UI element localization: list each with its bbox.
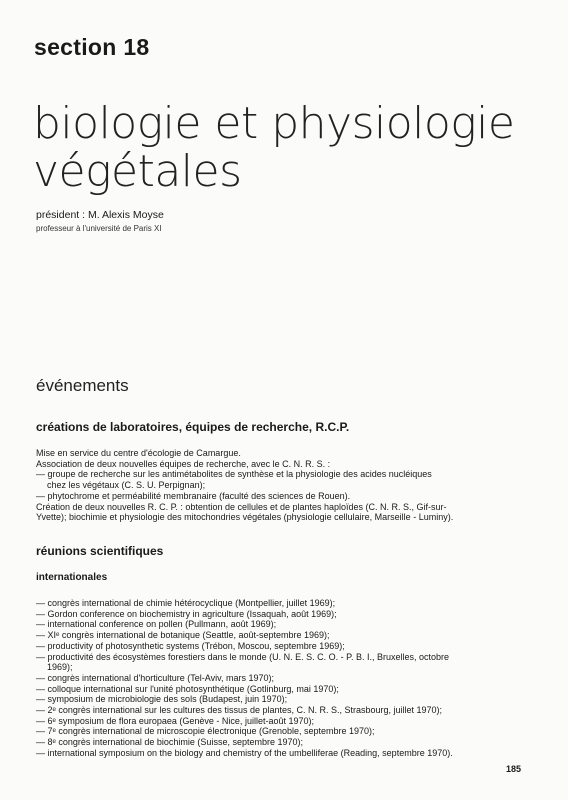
- list-item: — symposium de microbiologie des sols (Budapest, juin 1970);: [36, 694, 288, 705]
- meetings-list: [36, 598, 532, 759]
- labs-text-block: [36, 448, 532, 523]
- list-item: — 8ᵉ congrès international de biochimie (Suisse, septembre 1970);: [36, 737, 303, 748]
- list-item: — Gordon conference on biochemistry in agriculture (Issaquah, août 1969);: [36, 608, 337, 619]
- text-line: chez les végétaux (C. S. U. Perpignan);: [47, 480, 206, 491]
- text-line: Association de deux nouvelles équipes de recherche, avec le C. N. R. S. :: [36, 458, 331, 469]
- president-affiliation: professeur à l'université de Paris XI: [36, 224, 162, 233]
- list-item: — colloque international sur l'unité photosynthétique (Gotlinburg, mai 1970);: [36, 683, 339, 694]
- meetings-heading: réunions scientifiques: [36, 544, 164, 558]
- text-line: — groupe de recherche sur les antimétabolites de synthèse et la physiologie des acides nucléiques: [36, 469, 432, 480]
- text-line: Yvette); biochimie et physiologie des mitochondries végétales (physiologie cellulaire, Marseille - Luminy).: [36, 512, 454, 523]
- list-item: — XIᵉ congrès international de botanique (Seattle, août-septembre 1969);: [36, 630, 330, 641]
- list-item: — productivity of photosynthetic systems (Trébon, Moscou, septembre 1969);: [36, 640, 345, 651]
- list-item: — congrès international d'horticulture (Tel-Aviv, mars 1970);: [36, 672, 274, 683]
- president-line: président : M. Alexis Moyse: [36, 209, 164, 221]
- page-title-line-1: biologie et physiologie: [33, 98, 515, 149]
- international-heading: internationales: [36, 572, 108, 583]
- text-line: Mise en service du centre d'écologie de Camargue.: [36, 448, 241, 458]
- list-item: — international symposium on the biology and chemistry of the umbelliferae (Reading, septembre 1970).: [36, 747, 453, 758]
- list-item: — 7ᵉ congrès international de microscopie électronique (Grenoble, septembre 1970);: [36, 726, 375, 737]
- list-item: — productivité des écosystèmes forestiers dans le monde (U. N. E. S. C. O. - P. B. I., Bruxelles, octobre: [36, 651, 449, 662]
- page-title-line-2: végétales: [33, 146, 242, 197]
- list-item: — 2ᵉ congrès international sur les cultures des tissus de plantes, C. N. R. S., Strasbourg, juillet 1970);: [36, 705, 443, 716]
- labs-heading: créations de laboratoires, équipes de recherche, R.C.P.: [36, 420, 350, 434]
- page-title: [33, 100, 514, 196]
- text-line: — phytochrome et perméabilité membranaire (faculté des sciences de Rouen).: [36, 490, 351, 501]
- list-item: — international conference on pollen (Pullmann, août 1969);: [36, 619, 277, 630]
- text-line: Création de deux nouvelles R. C. P. : obtention de cellules et de plantes haploïdes (C. N. R. S., Gif-sur-: [36, 501, 447, 512]
- events-heading: événements: [36, 376, 129, 395]
- list-item: — 6ᵉ symposium de flora europaea (Genève - Nice, juillet-août 1970);: [36, 715, 314, 726]
- section-label: section 18: [34, 34, 150, 60]
- list-item: 1969);: [47, 662, 73, 673]
- page-number: 185: [506, 764, 522, 774]
- list-item: — congrès international de chimie hétérocyclique (Montpellier, juillet 1969);: [36, 598, 336, 608]
